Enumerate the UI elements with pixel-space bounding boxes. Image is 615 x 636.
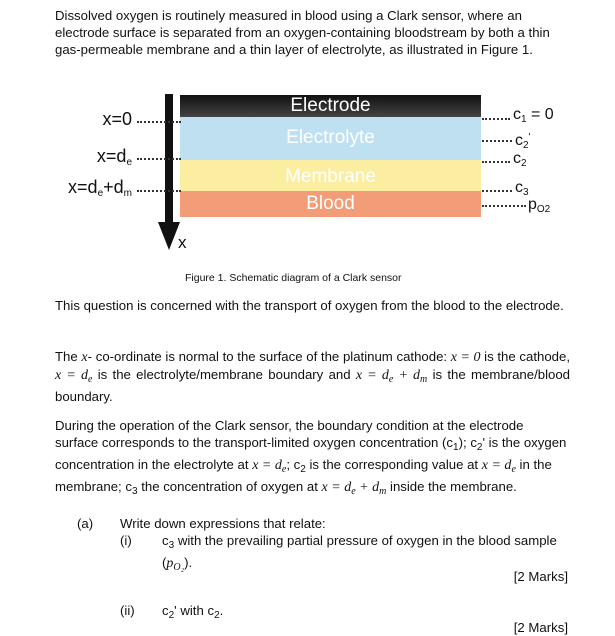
leader-right-c2p <box>482 140 512 142</box>
electrolyte-layer: Electrolyte <box>180 117 481 160</box>
figure-caption: Figure 1. Schematic diagram of a Clark sensor <box>185 272 402 284</box>
c2-label: $c_2$ <box>513 150 527 169</box>
part-a-ii-text: $c_2'$ with $c_2$. <box>162 603 224 621</box>
leader-left-de <box>137 158 181 160</box>
leader-left-0 <box>137 121 181 123</box>
paragraph-boundary-conditions: During the operation of the Clark sensor, the boundary condition at the electrode surface corresponds to the transport-limited oxygen concentration $(c_1)$; $c_2'$ is the oxygen concentration in the electrolyte at $x = d_e$; $c_2$ is the corresponding value at $x = d_e$ in the membrane; $c_3$ the concentration of oxygen at $x = d_e + d_m$ inside the membrane. <box>55 418 567 497</box>
leader-right-c2 <box>482 161 510 163</box>
part-a-text: Write down expressions that relate: <box>120 516 326 531</box>
leader-right-po2 <box>482 205 526 207</box>
x-label-de: $x=d_e$ <box>96 146 132 168</box>
part-a-i-label: (i) <box>120 533 132 548</box>
paragraph-transport: This question is concerned with the transport of oxygen from the blood to the electrode. <box>55 298 564 313</box>
c1-label: $c_1 = 0$ <box>513 106 554 125</box>
part-a-i-text: $c_3$ with the prevailing partial pressure of oxygen in the blood sample $(p_{O_2})$. <box>162 533 557 573</box>
leader-right-c1 <box>482 118 510 120</box>
po2-label: $p_{O2}$ <box>528 196 551 215</box>
x-label-0: x=0 <box>102 109 132 129</box>
paragraph-coordinates: The x- co-ordinate is normal to the surface of the platinum cathode: x = 0 is the cathode, $x = d_e$ is the electrolyte/membrane boundary and $x = d_e + d_m$ is the membrane/blood boundary. <box>55 349 570 404</box>
c2-prime-label: $c_2'$ <box>515 132 531 151</box>
x-axis-label: x <box>178 233 187 252</box>
x-axis-arrowhead <box>158 222 180 250</box>
leader-right-c3 <box>482 190 512 192</box>
part-a-ii-marks: [2 Marks] <box>513 620 568 635</box>
part-a-label: (a) <box>77 516 94 531</box>
part-a-i-marks: [2 Marks] <box>513 569 568 584</box>
electrode-layer: Electrode <box>180 95 481 117</box>
part-a-ii-label: (ii) <box>120 603 135 618</box>
membrane-layer: Membrane <box>180 160 481 191</box>
intro-paragraph: Dissolved oxygen is routinely measured in blood using a Clark sensor, where an electrode surface is separated from an oxygen-containing bloodstream by both a thin gas-permeable membrane and a thin layer of electrolyte, as illustrated in Figure 1. <box>55 8 550 57</box>
x-label-de-dm: $x=d_e+d_m$ <box>68 177 132 199</box>
leader-left-dm <box>137 190 181 192</box>
c3-label: $c_3$ <box>515 179 529 198</box>
blood-layer: Blood <box>180 191 481 217</box>
